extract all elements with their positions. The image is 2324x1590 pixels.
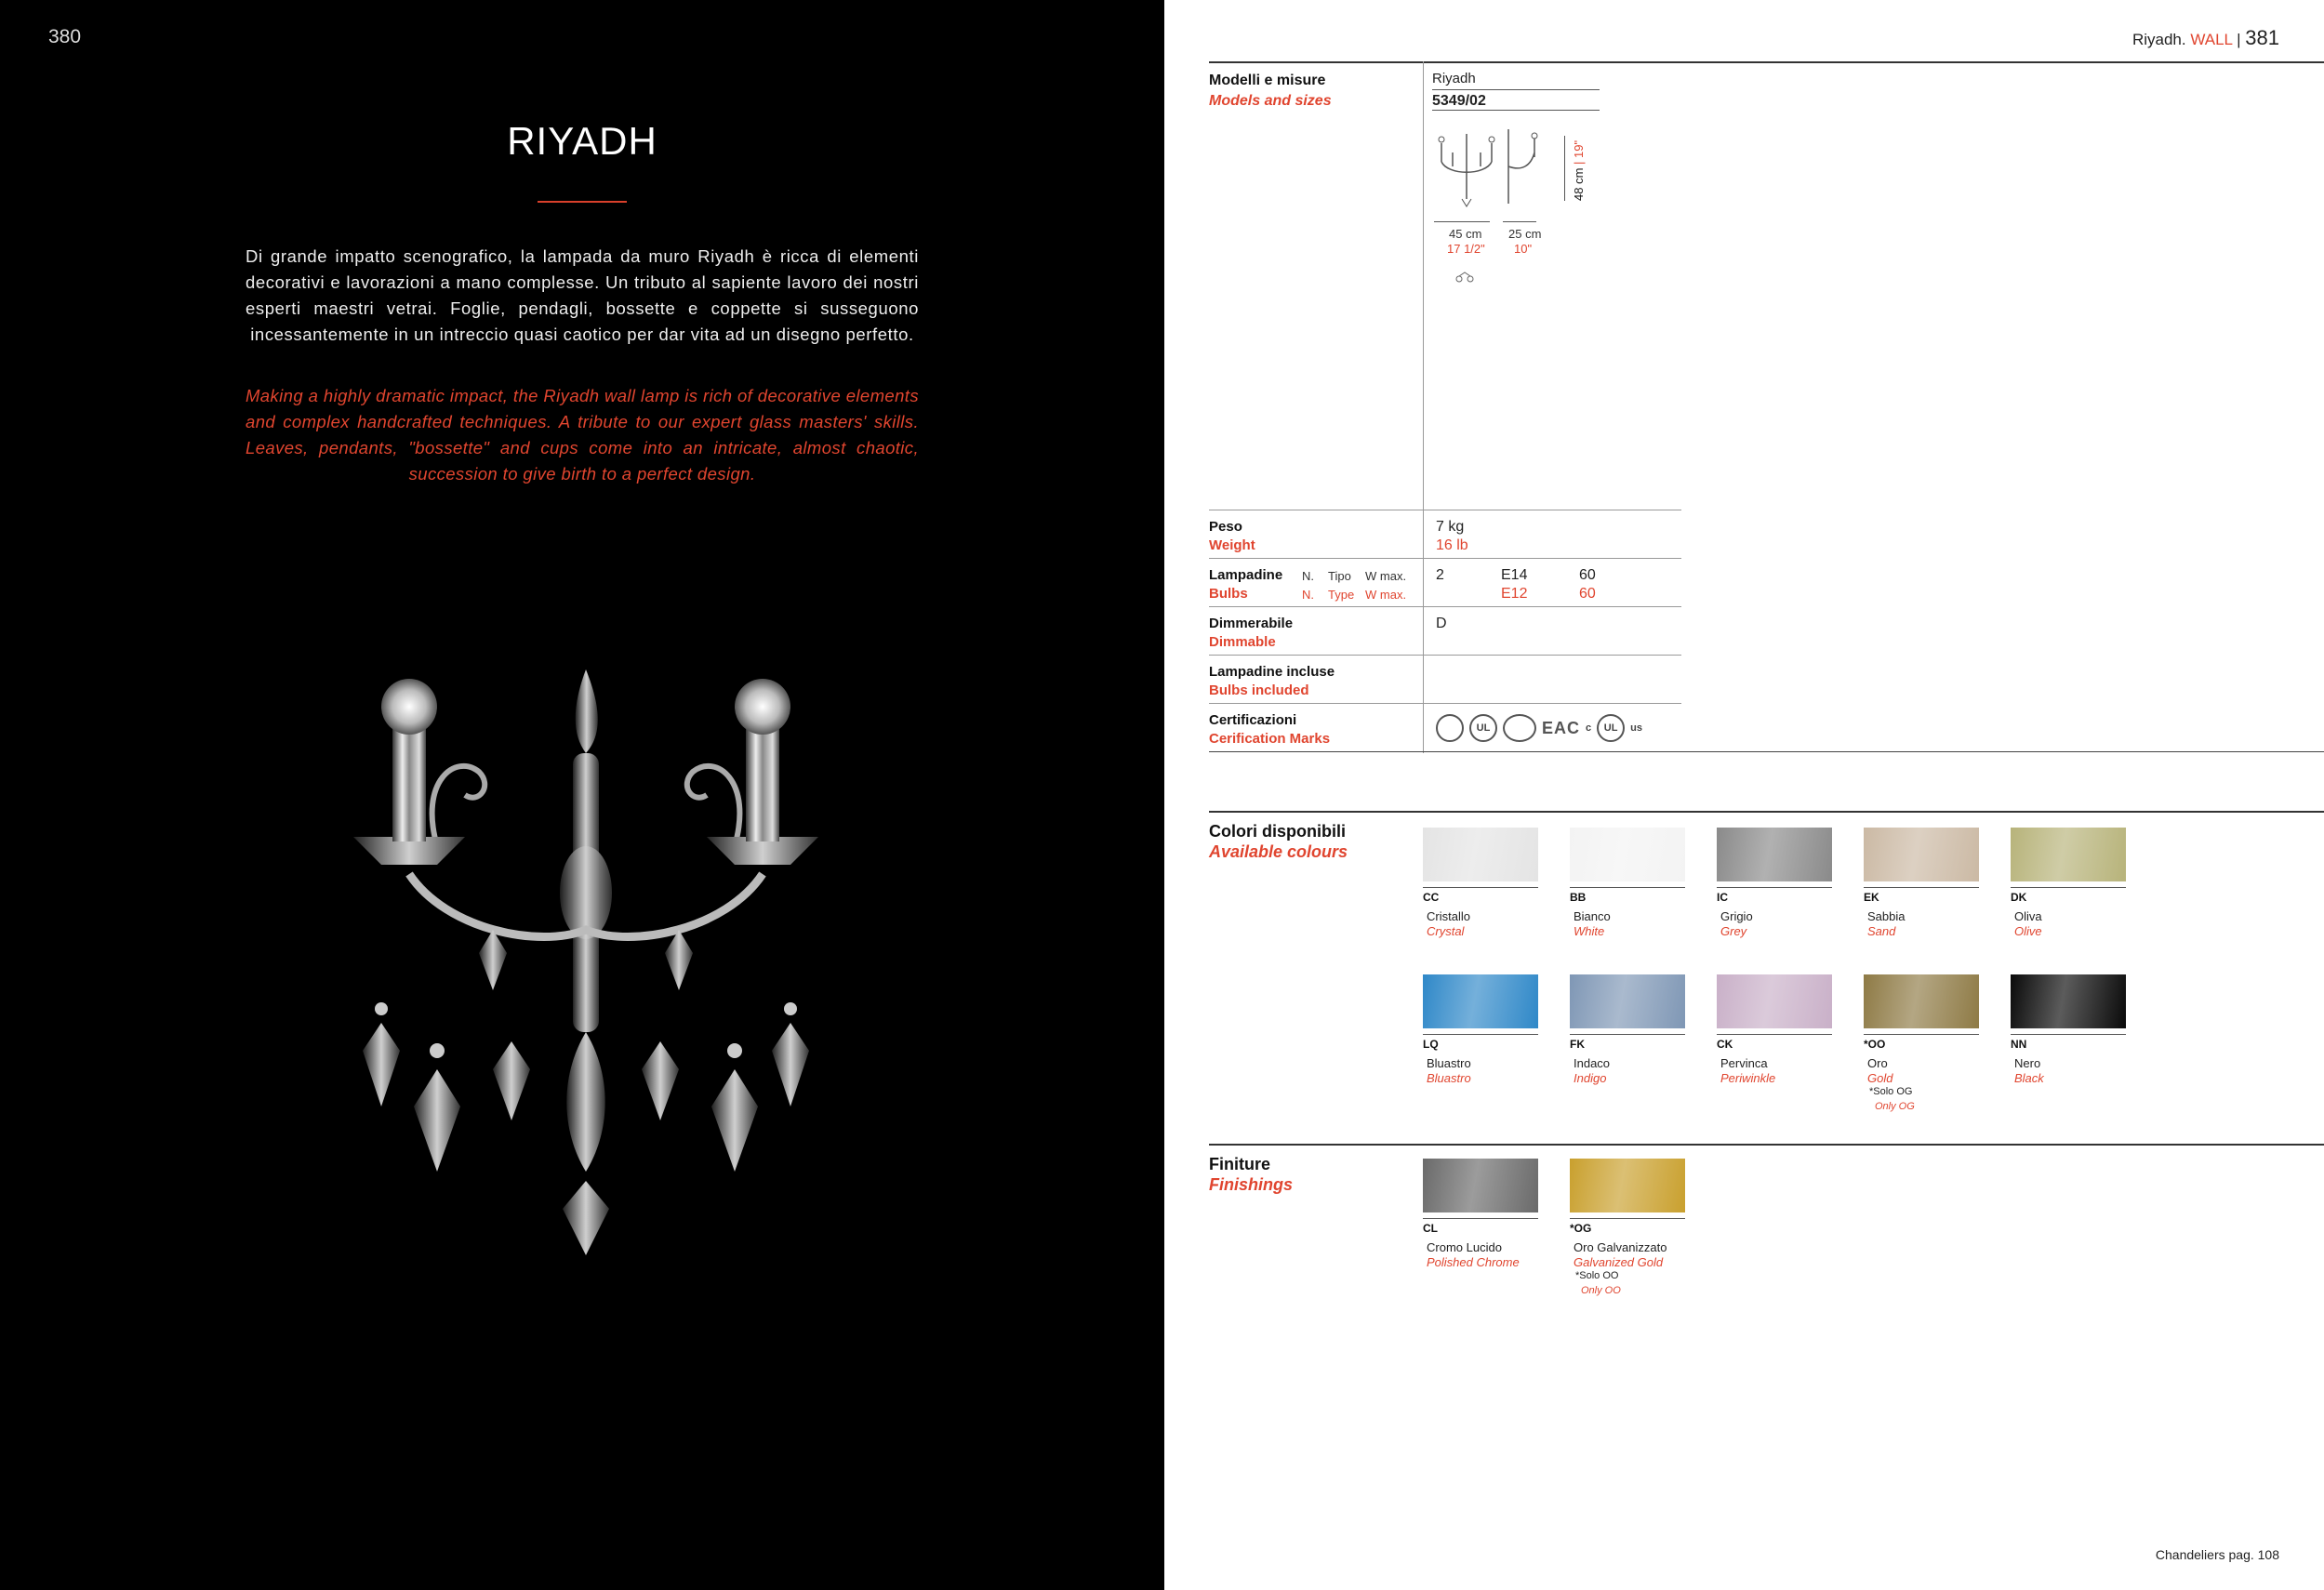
swatch-rule xyxy=(1717,1034,1832,1035)
swatch-name-en: Polished Chrome xyxy=(1427,1255,1520,1269)
swatch-code: CL xyxy=(1423,1222,1438,1235)
swatch-fk xyxy=(1570,974,1685,1028)
swatch-ek xyxy=(1864,828,1979,881)
header-category: WALL xyxy=(2190,31,2233,48)
bulbs-count: 2 xyxy=(1436,567,1444,583)
swatch-code: BB xyxy=(1570,891,1587,904)
spec-column-divider xyxy=(1423,61,1424,753)
model-code-rule xyxy=(1432,110,1600,111)
included-rule xyxy=(1209,655,1681,656)
depth-cm: 25 cm xyxy=(1508,227,1542,241)
models-label-en: Models and sizes xyxy=(1209,93,1332,109)
swatch-rule xyxy=(1570,1218,1685,1219)
swatch-name-it: Pervinca xyxy=(1720,1056,1768,1070)
model-name-rule xyxy=(1432,89,1600,90)
swatch-oo xyxy=(1864,974,1979,1028)
swatch-nn xyxy=(2011,974,2126,1028)
swatch-name-it: Nero xyxy=(2014,1056,2041,1070)
cert-rule xyxy=(1209,703,1681,704)
bulbs-type-header-en: Type xyxy=(1328,588,1355,602)
swatch-code: CK xyxy=(1717,1038,1733,1051)
bulbs-n-header-en: N. xyxy=(1302,588,1314,602)
swatch-name-en: Black xyxy=(2014,1071,2044,1085)
swatch-rule xyxy=(1423,1218,1538,1219)
swatch-name-it: Cristallo xyxy=(1427,909,1470,923)
models-label-it: Modelli e misure xyxy=(1209,73,1326,88)
cert-label-en: Cerification Marks xyxy=(1209,731,1331,747)
swatch-name-en: Grey xyxy=(1720,924,1747,938)
swatch-name-it: Indaco xyxy=(1574,1056,1611,1070)
header-product: Riyadh. xyxy=(2131,31,2186,48)
swatch-name-en: Indigo xyxy=(1574,1071,1607,1085)
swatch-rule xyxy=(1864,1034,1979,1035)
swatch-note-en: Only OG xyxy=(1875,1101,1915,1112)
cert-marks xyxy=(1436,714,1642,742)
swatch-dk xyxy=(2011,828,2126,881)
bulbs-type-header-it: Tipo xyxy=(1328,569,1351,583)
dimmable-value: D xyxy=(1436,616,1447,631)
swatch-code: DK xyxy=(2011,891,2027,904)
side-view-drawing xyxy=(1503,125,1540,208)
header-separator: | xyxy=(2237,31,2241,48)
swatch-name-it: Oliva xyxy=(2014,909,2042,923)
bulbs-watt-us: 60 xyxy=(1579,586,1596,602)
bulbs-n-header-it: N. xyxy=(1302,569,1314,583)
right-page xyxy=(1164,0,2324,1590)
width-dimension-line xyxy=(1434,221,1490,222)
colours-label-en: Available colours xyxy=(1209,842,1348,861)
swatch-rule xyxy=(1717,887,1832,888)
swatch-ic xyxy=(1717,828,1832,881)
swatch-code: IC xyxy=(1717,891,1728,904)
swatch-name-it: Oro Galvanizzato xyxy=(1574,1240,1667,1254)
spec-bottom-rule xyxy=(1209,751,2324,752)
depth-dimension-line xyxy=(1503,221,1536,222)
cul-icon xyxy=(1597,714,1625,742)
swatch-name-en: Sand xyxy=(1867,924,1896,938)
ul-text: UL xyxy=(1476,722,1491,734)
bulbs-type: E14 xyxy=(1501,567,1528,583)
swatch-rule xyxy=(1570,887,1685,888)
weight-label-it: Peso xyxy=(1209,519,1242,535)
page-number-left: 380 xyxy=(48,26,82,47)
lamp-photo xyxy=(307,651,865,1265)
height-cm: 48 cm xyxy=(1572,167,1586,201)
dimmable-label-it: Dimmerabile xyxy=(1209,616,1294,631)
swatch-rule xyxy=(2011,887,2126,888)
bulbs-type-us: E12 xyxy=(1501,586,1528,602)
csa-icon xyxy=(1503,714,1536,742)
footer-reference: Chandeliers pag. 108 xyxy=(2155,1547,2279,1562)
swatch-name-en: Periwinkle xyxy=(1720,1071,1776,1085)
swatch-name-en: White xyxy=(1574,924,1605,938)
swatch-ck xyxy=(1717,974,1832,1028)
swatch-code: LQ xyxy=(1423,1038,1439,1051)
swatch-name-en: Olive xyxy=(2014,924,2042,938)
model-name: Riyadh xyxy=(1432,71,1476,86)
weight-lb: 16 lb xyxy=(1436,537,1468,553)
swatch-name-it: Bluastro xyxy=(1427,1056,1471,1070)
swatch-name-en: Gold xyxy=(1867,1071,1893,1085)
height-in: 19" xyxy=(1572,139,1586,158)
included-label-en: Bulbs included xyxy=(1209,682,1309,698)
swatch-rule xyxy=(1570,1034,1685,1035)
swatch-code: *OO xyxy=(1864,1038,1886,1051)
eac-icon: EAC xyxy=(1542,718,1581,737)
cert-label-it: Certificazioni xyxy=(1209,712,1297,728)
swatch-note-it: *Solo OG xyxy=(1869,1086,1913,1097)
bulbs-rule xyxy=(1209,558,1681,559)
finishings-label-en: Finishings xyxy=(1209,1175,1293,1194)
glass-icon xyxy=(1454,272,1475,283)
bulbs-watt: 60 xyxy=(1579,567,1596,583)
swatch-name-en: Crystal xyxy=(1427,924,1465,938)
swatch-code: NN xyxy=(2011,1038,2027,1051)
front-view-drawing xyxy=(1434,125,1499,208)
height-separator: | xyxy=(1572,161,1586,165)
bulbs-wmax-header-en: W max. xyxy=(1365,588,1407,602)
cul-c-text: c xyxy=(1586,722,1592,734)
dimmable-rule xyxy=(1209,606,1681,607)
swatch-code: EK xyxy=(1864,891,1879,904)
swatch-rule xyxy=(1864,887,1979,888)
swatch-name-en: Bluastro xyxy=(1427,1071,1471,1085)
finishings-top-rule xyxy=(1209,1144,2324,1146)
swatch-code: *OG xyxy=(1570,1222,1592,1235)
swatch-code: CC xyxy=(1423,891,1440,904)
swatch-name-it: Oro xyxy=(1867,1056,1888,1070)
top-rule xyxy=(1209,61,2324,63)
page-number-right: 381 xyxy=(2245,26,2279,49)
swatch-name-it: Grigio xyxy=(1720,909,1753,923)
bulbs-label-en: Bulbs xyxy=(1209,586,1248,602)
swatch-rule xyxy=(1423,1034,1538,1035)
title-underline xyxy=(538,201,627,203)
swatch-code: FK xyxy=(1570,1038,1585,1051)
swatch-bb xyxy=(1570,828,1685,881)
description-italian: Di grande impatto scenografico, la lampada da muro Riyadh è ricca di elementi decorativi e lavorazioni a mano complesse. Un tributo al sapiente lavoro dei nostri esperti maestri vetrai. Foglie, pendagli, bossette e coppette si susseguono incessantemente in un intreccio quasi caotico per dar vita ad un disegno perfetto. xyxy=(246,246,919,344)
dimmable-label-en: Dimmable xyxy=(1209,634,1276,650)
swatch-name-it: Sabbia xyxy=(1867,909,1906,923)
swatch-name-it: Bianco xyxy=(1574,909,1611,923)
product-title: RIYADH xyxy=(507,119,657,163)
height-dimension-line xyxy=(1564,136,1565,201)
cul-ul-text: UL xyxy=(1603,722,1618,734)
width-cm: 45 cm xyxy=(1449,227,1482,241)
height-label xyxy=(1572,140,1586,201)
swatch-note-it: *Solo OO xyxy=(1575,1270,1619,1281)
model-code: 5349/02 xyxy=(1432,93,1486,109)
finishings-label-it: Finiture xyxy=(1209,1155,1270,1173)
swatch-lq xyxy=(1423,974,1538,1028)
swatch-name-en: Galvanized Gold xyxy=(1574,1255,1664,1269)
cul-us-text: us xyxy=(1630,722,1642,734)
swatch-rule xyxy=(1423,887,1538,888)
ul-icon xyxy=(1469,714,1497,742)
bulbs-label-it: Lampadine xyxy=(1209,567,1283,583)
swatch-rule xyxy=(2011,1034,2126,1035)
swatch-cl xyxy=(1423,1159,1538,1212)
running-header xyxy=(2132,26,2279,50)
swatch-name-it: Cromo Lucido xyxy=(1427,1240,1502,1254)
bulbs-wmax-header-it: W max. xyxy=(1365,569,1407,583)
imq-icon xyxy=(1436,714,1464,742)
colours-top-rule xyxy=(1209,811,2324,813)
colours-label-it: Colori disponibili xyxy=(1209,822,1346,841)
weight-kg: 7 kg xyxy=(1436,519,1465,535)
depth-in: 10" xyxy=(1514,242,1533,256)
included-label-it: Lampadine incluse xyxy=(1209,664,1335,680)
swatch-og xyxy=(1570,1159,1685,1212)
swatch-note-en: Only OO xyxy=(1581,1285,1621,1296)
width-in: 17 1/2" xyxy=(1447,242,1485,256)
swatch-cc xyxy=(1423,828,1538,881)
description-english: Making a highly dramatic impact, the Riyadh wall lamp is rich of decorative elements and complex handcrafted techniques. A tribute to our expert glass masters' skills. Leaves, pendants, "bossette" and cups come into an intricate, almost chaotic, succession to give birth to a perfect design. xyxy=(246,386,919,484)
weight-label-en: Weight xyxy=(1209,537,1255,553)
